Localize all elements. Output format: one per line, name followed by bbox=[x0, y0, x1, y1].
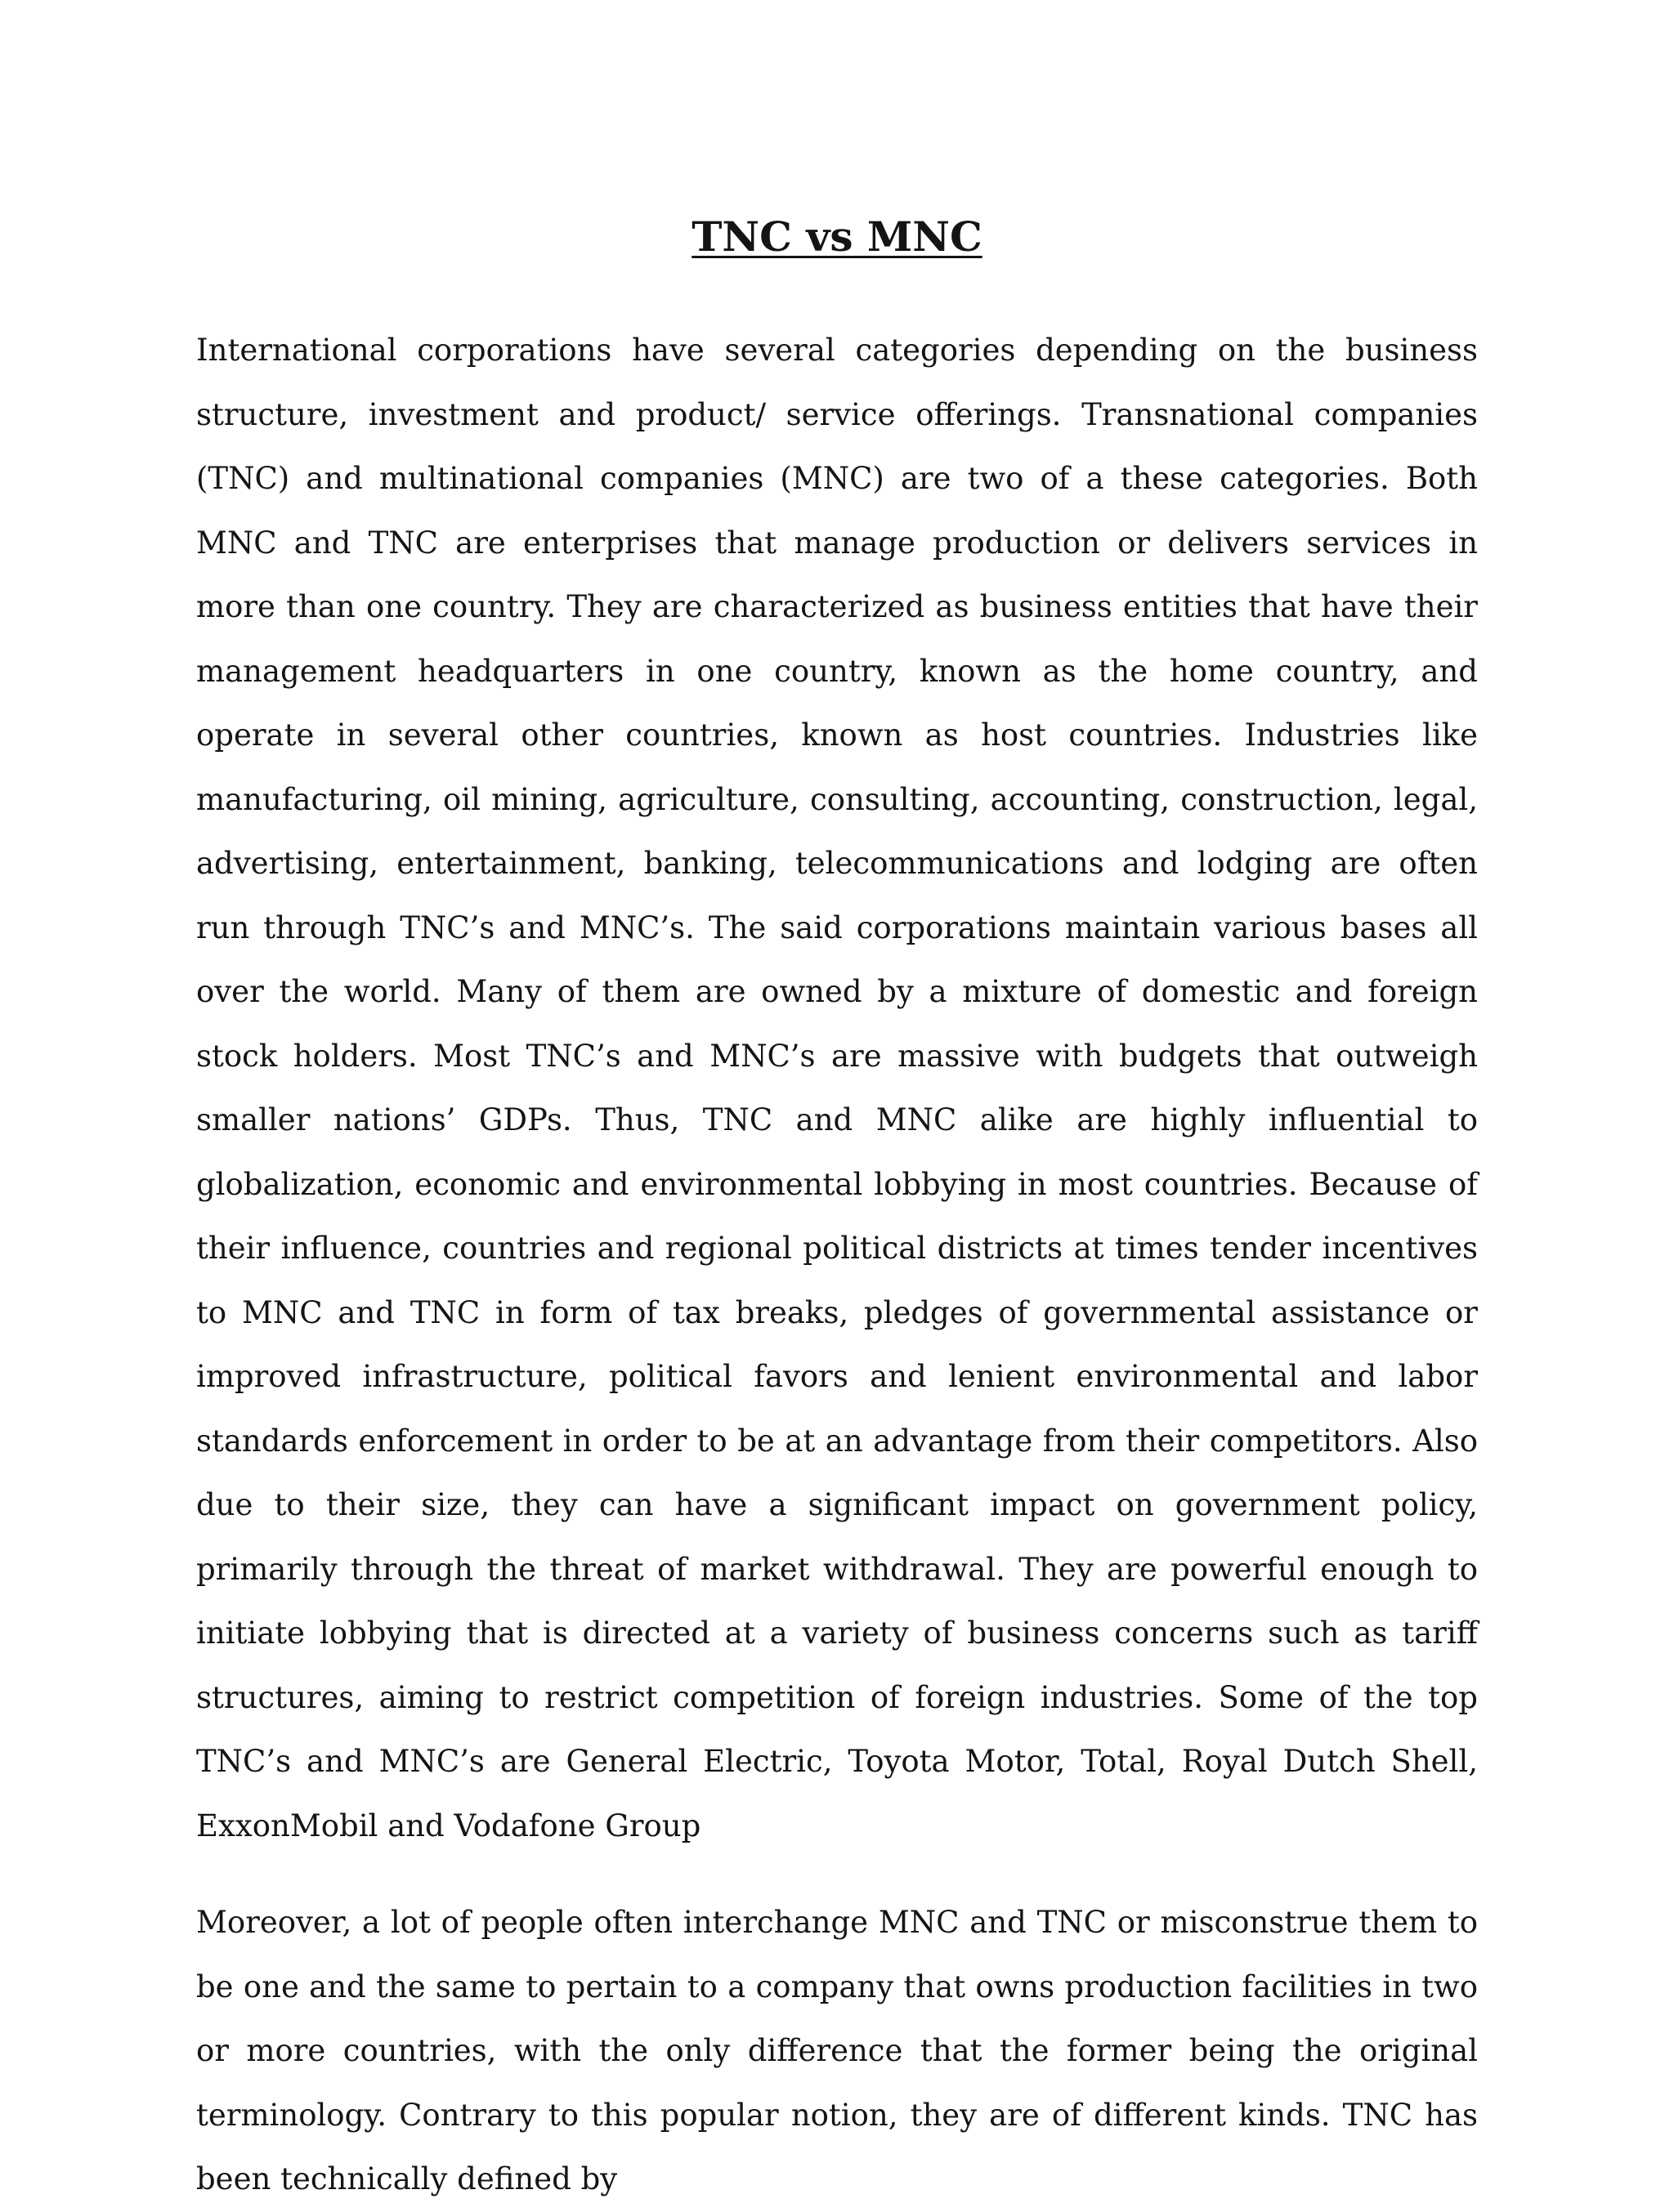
paragraph-intro: International corporations have several categories depending on the business structure, investment and product/ service offerings. Transnational companies (TNC) and multinational companies (MNC) are two of a these categories. Both MNC and TNC are enterprises that manage production or delivers services in more than one country. They are characterized as business entities that have their management headquarters in one country, known as the home country, and operate in several other countries, known as host countries. Industries like manufacturing, oil mining, agriculture, consulting, accounting, construction, legal, advertising, entertainment, banking, telecommunications and lodging are often run through TNC’s and MNC’s. The said corporations maintain various bases all over the world. Many of them are owned by a mixture of domestic and foreign stock holders. Most TNC’s and MNC’s are massive with budgets that outweigh smaller nations’ GDPs. Thus, TNC and MNC alike are highly influential to globalization, economic and environmental lobbying in most countries. Because of their influence, countries and regional political districts at times tender incentives to MNC and TNC in form of tax breaks, pledges of governmental assistance or improved infrastructure, political favors and lenient environmental and labor standards enforcement in order to be at an advantage from their competitors. Also due to their size, they can have a significant impact on government policy, primarily through the threat of market withdrawal. They are powerful enough to initiate lobbying that is directed at a variety of business concerns such as tariff structures, aiming to restrict competition of foreign industries. Some of the top TNC’s and MNC’s are General Electric, Toyota Motor, Total, Royal Dutch Shell, ExxonMobil and Vodafone Group bbox=[196, 333, 1478, 1843]
paragraph-comparison: Moreover, a lot of people often interchange MNC and TNC or misconstrue them to be one and the same to pertain to a company that owns production facilities in two or more countries, with the only difference that the former being the original terminology. Contrary to this popular notion, they are of different kinds. TNC has been technically defined by bbox=[196, 1905, 1478, 2196]
document-body bbox=[196, 204, 1478, 2212]
document-title: TNC vs MNC bbox=[692, 212, 982, 261]
